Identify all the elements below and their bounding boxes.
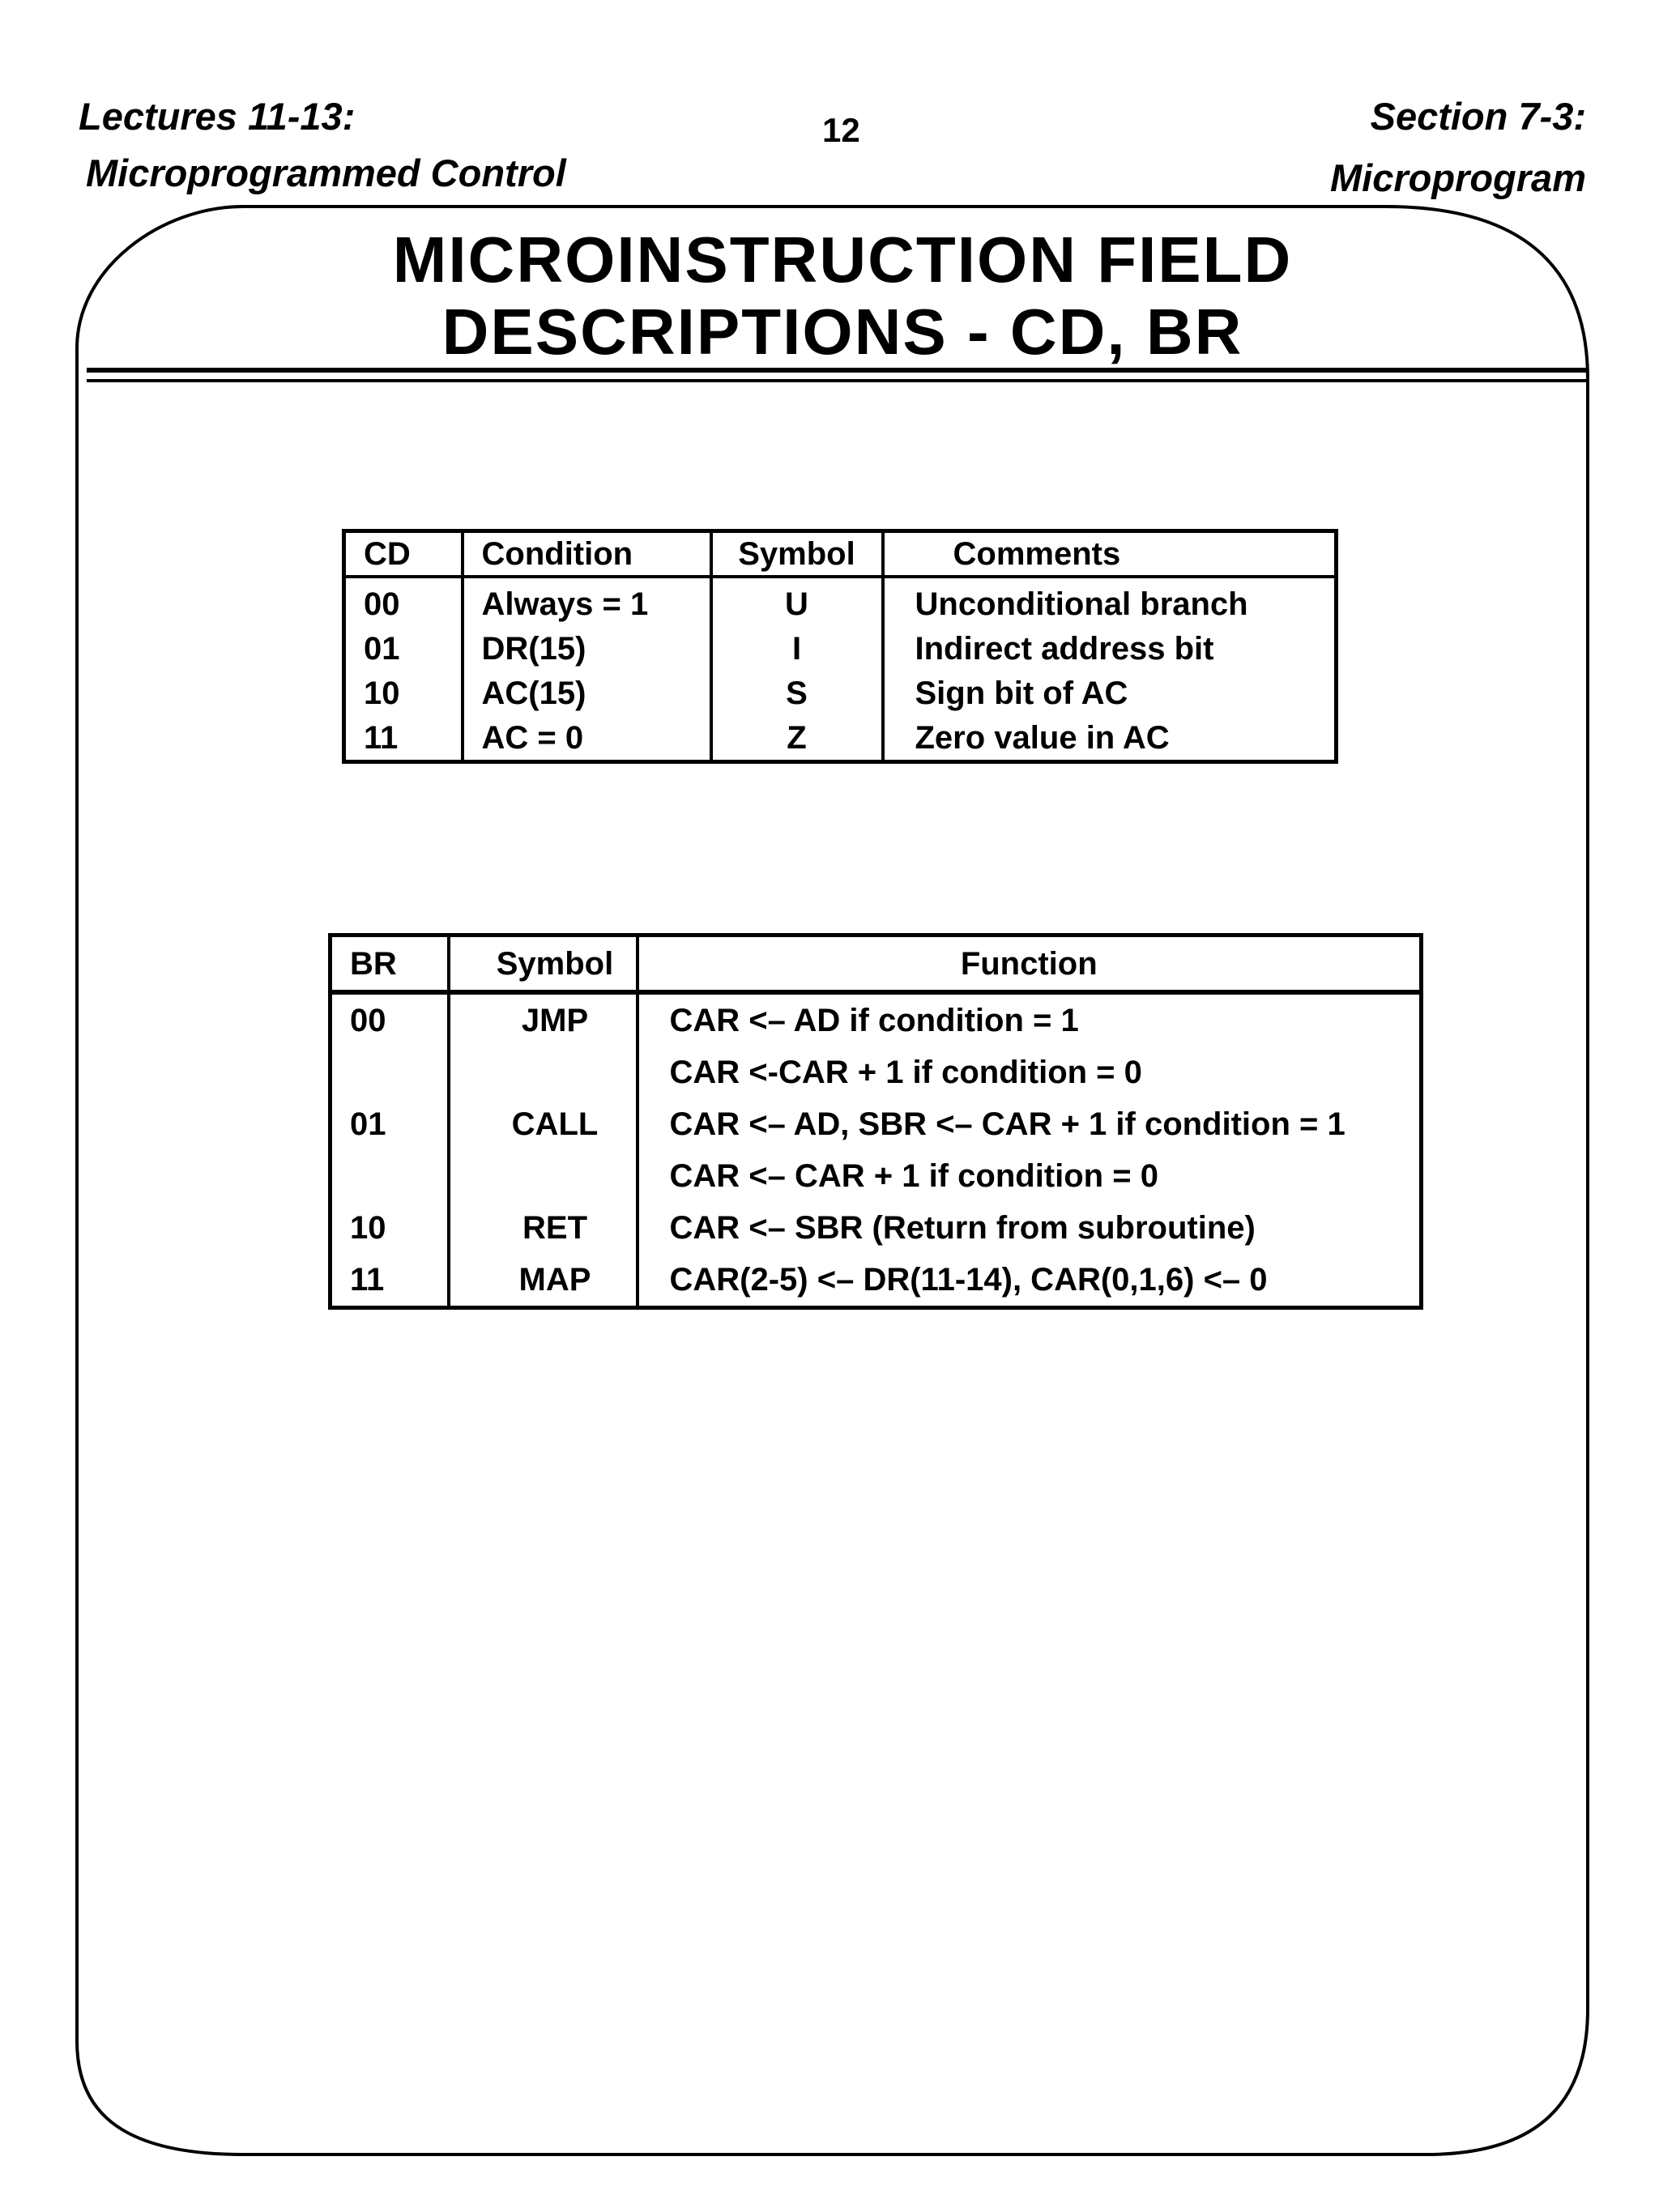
symbol: I bbox=[711, 626, 883, 671]
symbol: JMP bbox=[449, 992, 638, 1046]
comment: Sign bit of AC bbox=[915, 675, 1128, 711]
column-header-br: BR bbox=[331, 936, 449, 993]
br-code: 10 bbox=[331, 1202, 449, 1254]
table-row bbox=[331, 1202, 1422, 1254]
symbol: MAP bbox=[449, 1254, 638, 1308]
table-row bbox=[331, 1098, 1422, 1150]
function: CAR <– AD if condition = 1 bbox=[669, 1003, 1079, 1038]
table-row bbox=[331, 1254, 1422, 1308]
section-topic: Microprogram bbox=[1330, 156, 1586, 199]
br-code: 11 bbox=[331, 1254, 449, 1308]
symbol: CALL bbox=[449, 1098, 638, 1150]
cd-code: 11 bbox=[344, 715, 463, 762]
symbol: U bbox=[711, 577, 883, 626]
cd-field-table bbox=[342, 529, 1338, 764]
column-header-symbol: Symbol bbox=[711, 531, 883, 578]
slide-title bbox=[162, 224, 1523, 368]
symbol: Z bbox=[711, 715, 883, 762]
br-code bbox=[331, 1150, 449, 1202]
condition: AC(15) bbox=[463, 671, 711, 715]
comment: Unconditional branch bbox=[915, 586, 1248, 622]
table-row bbox=[344, 626, 1337, 671]
table-row bbox=[331, 1046, 1422, 1098]
column-header-function: Function bbox=[638, 936, 1422, 993]
comment: Zero value in AC bbox=[915, 719, 1170, 756]
page-number: 12 bbox=[822, 111, 860, 149]
lecture-topic: Microprogrammed Control bbox=[86, 151, 566, 194]
symbol bbox=[449, 1150, 638, 1202]
column-header-symbol: Symbol bbox=[449, 936, 638, 993]
column-header-comments: Comments bbox=[883, 531, 1337, 578]
table-header-row bbox=[344, 531, 1337, 578]
cd-code: 10 bbox=[344, 671, 463, 715]
column-header-condition: Condition bbox=[463, 531, 711, 578]
lecture-label: Lectures 11-13: bbox=[79, 95, 356, 138]
br-field-table bbox=[328, 933, 1423, 1310]
comment: Indirect address bit bbox=[915, 630, 1214, 667]
cd-code: 01 bbox=[344, 626, 463, 671]
table-row bbox=[344, 671, 1337, 715]
table-row bbox=[331, 1150, 1422, 1202]
table-row bbox=[344, 715, 1337, 762]
section-label: Section 7-3: bbox=[1370, 95, 1586, 138]
symbol: RET bbox=[449, 1202, 638, 1254]
slide-title-line2: DESCRIPTIONS - CD, BR bbox=[441, 296, 1243, 368]
br-code bbox=[331, 1046, 449, 1098]
condition: DR(15) bbox=[463, 626, 711, 671]
br-code: 01 bbox=[331, 1098, 449, 1150]
function: CAR(2-5) <– DR(11-14), CAR(0,1,6) <– 0 bbox=[669, 1262, 1268, 1298]
symbol bbox=[449, 1046, 638, 1098]
cd-code: 00 bbox=[344, 577, 463, 626]
function: CAR <– SBR (Return from subroutine) bbox=[669, 1210, 1256, 1246]
condition: AC = 0 bbox=[463, 715, 711, 762]
function: CAR <-CAR + 1 if condition = 0 bbox=[669, 1055, 1142, 1090]
function: CAR <– AD, SBR <– CAR + 1 if condition = 1 bbox=[669, 1106, 1346, 1142]
br-code: 00 bbox=[331, 992, 449, 1046]
slide-title-line1: MICROINSTRUCTION FIELD bbox=[392, 224, 1293, 296]
table-row bbox=[344, 577, 1337, 626]
column-header-cd: CD bbox=[344, 531, 463, 578]
function: CAR <– CAR + 1 if condition = 0 bbox=[669, 1158, 1158, 1194]
table-header-row bbox=[331, 936, 1422, 993]
table-row bbox=[331, 992, 1422, 1046]
condition: Always = 1 bbox=[463, 577, 711, 626]
symbol: S bbox=[711, 671, 883, 715]
